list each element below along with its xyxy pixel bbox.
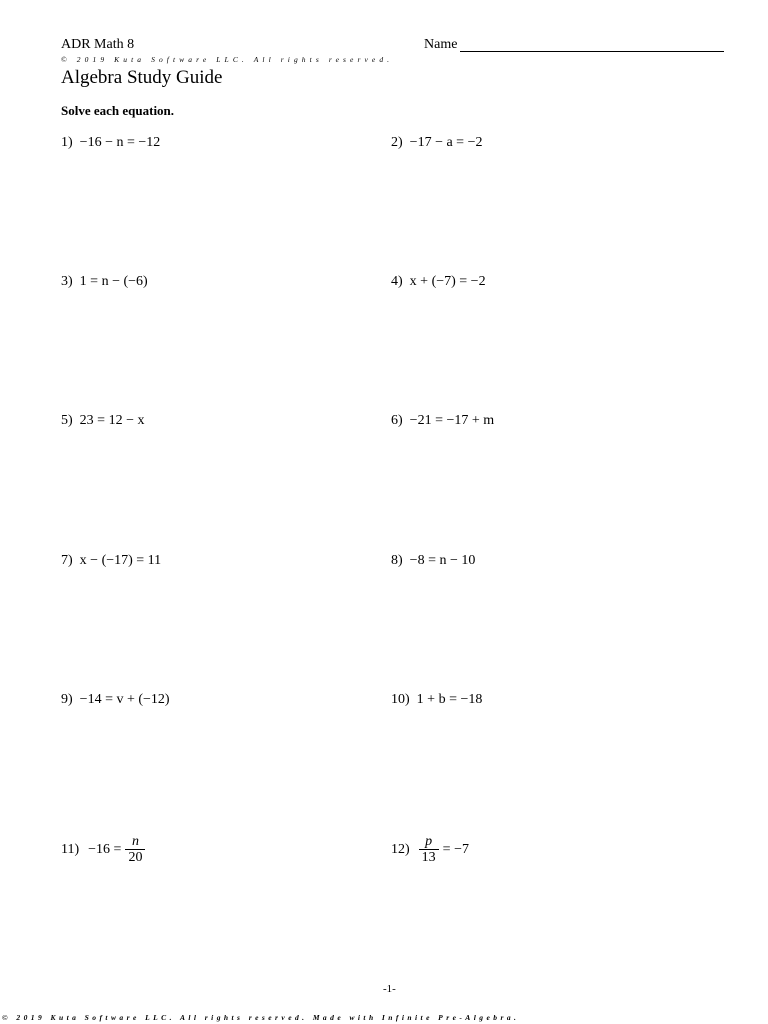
problem-number: 9) (61, 692, 73, 707)
page-number: -1- (383, 983, 396, 995)
problem-number: 12) (391, 841, 410, 857)
problem-equation (417, 834, 471, 865)
problem-number: 6) (391, 413, 403, 428)
fraction (125, 834, 145, 865)
problem-number: 2) (391, 135, 403, 150)
problem-2 (391, 134, 482, 152)
fraction-denominator: 20 (128, 850, 143, 865)
name-blank-line (460, 51, 724, 52)
problem-3 (61, 273, 148, 291)
problem-equation: x − (−17) = 11 (79, 553, 162, 568)
problem-6 (391, 412, 494, 430)
problem-equation: −21 = −17 + m (409, 413, 495, 428)
name-label: Name (424, 37, 458, 52)
problem-10 (391, 691, 482, 709)
problem-number: 7) (61, 553, 73, 568)
problem-equation: x + (−7) = −2 (409, 274, 486, 289)
worksheet-title: Algebra Study Guide (61, 67, 223, 88)
problem-equation: −16 − n = −12 (79, 135, 161, 150)
fraction-numerator: p (425, 834, 433, 849)
equation-right-side: = −7 (442, 841, 469, 857)
problem-number: 1) (61, 135, 73, 150)
problem-equation: −8 = n − 10 (409, 553, 476, 568)
problem-5 (61, 412, 144, 430)
copyright-footer: © 2019 Kuta Software LLC. All rights reserved. Made with Infinite Pre-Algebra. (2, 1013, 520, 1022)
problem-12 (391, 834, 471, 865)
problem-4 (391, 273, 486, 291)
problem-8 (391, 552, 475, 570)
problem-equation: 1 + b = −18 (416, 692, 483, 707)
problem-number: 3) (61, 274, 73, 289)
problem-equation (86, 834, 147, 865)
course-name: ADR Math 8 (61, 37, 135, 52)
equation-left-side: −16 = (88, 841, 122, 857)
fraction-numerator: n (131, 834, 139, 849)
problem-equation: −17 − a = −2 (409, 135, 483, 150)
problem-7 (61, 552, 161, 570)
problem-1 (61, 134, 160, 152)
problem-11 (61, 834, 147, 865)
problem-equation: 23 = 12 − x (79, 413, 145, 428)
problem-number: 10) (391, 692, 410, 707)
fraction-denominator: 13 (421, 850, 436, 865)
problem-number: 5) (61, 413, 73, 428)
problem-9 (61, 691, 170, 709)
problem-number: 11) (61, 841, 80, 857)
instructions: Solve each equation. (61, 103, 175, 118)
problem-equation: −14 = v + (−12) (79, 692, 170, 707)
problem-number: 4) (391, 274, 403, 289)
copyright-header: © 2019 Kuta Software LLC. All rights reserved. (61, 55, 394, 64)
problem-number: 8) (391, 553, 403, 568)
fraction (419, 834, 439, 865)
problem-equation: 1 = n − (−6) (79, 274, 148, 289)
